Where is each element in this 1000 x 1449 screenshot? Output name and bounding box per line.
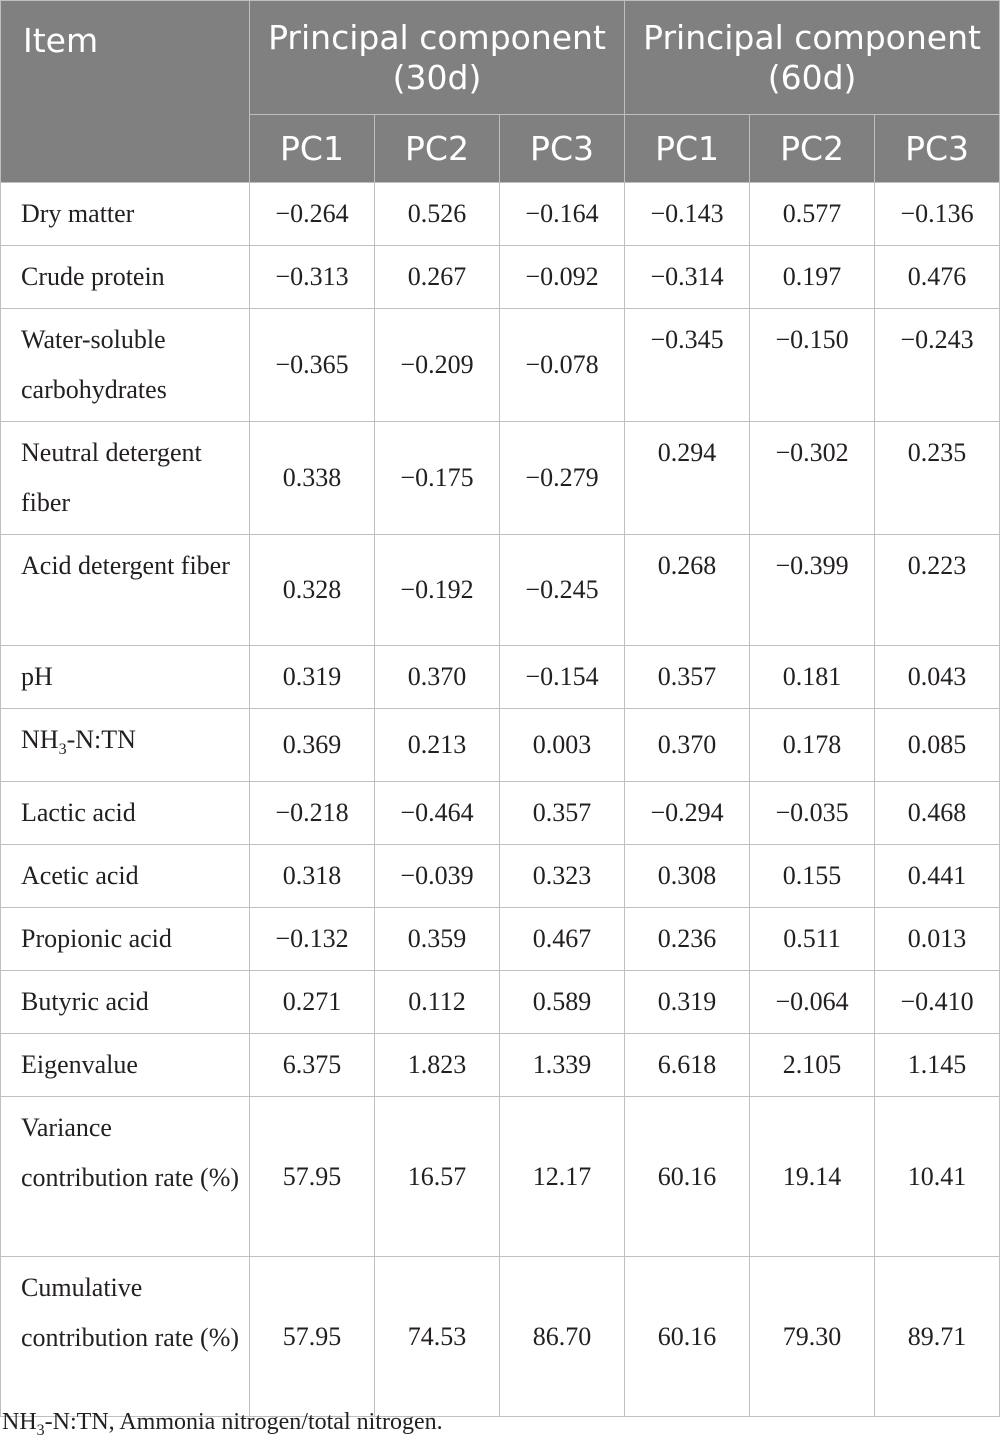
row-label: Cumulative contribution rate (%) xyxy=(1,1257,250,1417)
pc-header-60d-pc2: PC2 xyxy=(750,115,875,183)
value-cell: 6.375 xyxy=(250,1034,375,1097)
value-cell: 1.339 xyxy=(500,1034,625,1097)
value-cell: 0.370 xyxy=(375,646,500,709)
table-row xyxy=(1,845,1000,908)
table-row xyxy=(1,422,1000,535)
table-row xyxy=(1,1097,1000,1257)
value-cell: 0.328 xyxy=(250,535,375,646)
row-label: Variance contribution rate (%) xyxy=(1,1097,250,1257)
value-cell: −0.218 xyxy=(250,782,375,845)
pc-header-30d-pc3: PC3 xyxy=(500,115,625,183)
pc-header-60d-pc3: PC3 xyxy=(875,115,1000,183)
value-cell: −0.150 xyxy=(750,309,875,422)
row-label: pH xyxy=(1,646,250,709)
value-cell: −0.245 xyxy=(500,535,625,646)
value-cell: 0.294 xyxy=(625,422,750,535)
value-cell: 0.267 xyxy=(375,246,500,309)
value-cell: 6.618 xyxy=(625,1034,750,1097)
row-label: Lactic acid xyxy=(1,782,250,845)
value-cell: −0.410 xyxy=(875,971,1000,1034)
value-cell: −0.064 xyxy=(750,971,875,1034)
row-label: Butyric acid xyxy=(1,971,250,1034)
table-body xyxy=(1,183,1000,1417)
value-cell: 0.370 xyxy=(625,709,750,782)
value-cell: 57.95 xyxy=(250,1097,375,1257)
row-label-prefix: NH xyxy=(21,725,59,754)
value-cell: 0.589 xyxy=(500,971,625,1034)
table-footnote xyxy=(2,1409,443,1440)
value-cell: 0.338 xyxy=(250,422,375,535)
value-cell: 0.181 xyxy=(750,646,875,709)
value-cell: −0.132 xyxy=(250,908,375,971)
value-cell: 19.14 xyxy=(750,1097,875,1257)
value-cell: −0.092 xyxy=(500,246,625,309)
value-cell: −0.192 xyxy=(375,535,500,646)
value-cell: 0.223 xyxy=(875,535,1000,646)
group-header-60d: Principal component (60d) xyxy=(625,1,1000,115)
table-row xyxy=(1,709,1000,782)
row-label xyxy=(1,709,250,782)
value-cell: 0.085 xyxy=(875,709,1000,782)
row-label-subscript: 3 xyxy=(58,741,67,759)
item-column-header: Item xyxy=(1,1,250,183)
value-cell: 0.235 xyxy=(875,422,1000,535)
value-cell: 1.823 xyxy=(375,1034,500,1097)
value-cell: 0.441 xyxy=(875,845,1000,908)
value-cell: 0.323 xyxy=(500,845,625,908)
table-row xyxy=(1,782,1000,845)
table-row xyxy=(1,246,1000,309)
value-cell: 10.41 xyxy=(875,1097,1000,1257)
value-cell: −0.365 xyxy=(250,309,375,422)
value-cell: 0.178 xyxy=(750,709,875,782)
value-cell: 0.476 xyxy=(875,246,1000,309)
value-cell: 0.319 xyxy=(250,646,375,709)
table-row xyxy=(1,971,1000,1034)
value-cell: −0.264 xyxy=(250,183,375,246)
value-cell: 12.17 xyxy=(500,1097,625,1257)
row-label: Water-soluble carbohydrates xyxy=(1,309,250,422)
value-cell: −0.039 xyxy=(375,845,500,908)
table-row xyxy=(1,1257,1000,1417)
value-cell: 0.043 xyxy=(875,646,1000,709)
value-cell: 0.003 xyxy=(500,709,625,782)
value-cell: 0.318 xyxy=(250,845,375,908)
table-header xyxy=(1,1,1000,183)
group-header-30d: Principal component (30d) xyxy=(250,1,625,115)
value-cell: 0.308 xyxy=(625,845,750,908)
footnote-text: -N:TN, Ammonia nitrogen/total nitrogen. xyxy=(44,1409,443,1435)
value-cell: 0.511 xyxy=(750,908,875,971)
value-cell: 0.577 xyxy=(750,183,875,246)
row-label: Crude protein xyxy=(1,246,250,309)
row-label: Neutral detergent fiber xyxy=(1,422,250,535)
table-row xyxy=(1,535,1000,646)
value-cell: 0.112 xyxy=(375,971,500,1034)
value-cell: −0.345 xyxy=(625,309,750,422)
value-cell: 86.70 xyxy=(500,1257,625,1417)
value-cell: −0.314 xyxy=(625,246,750,309)
value-cell: 0.268 xyxy=(625,535,750,646)
footnote-subscript: 3 xyxy=(36,1421,45,1439)
value-cell: 0.369 xyxy=(250,709,375,782)
value-cell: 0.213 xyxy=(375,709,500,782)
value-cell: −0.464 xyxy=(375,782,500,845)
pc-header-30d-pc1: PC1 xyxy=(250,115,375,183)
table-row xyxy=(1,183,1000,246)
value-cell: −0.294 xyxy=(625,782,750,845)
value-cell: −0.143 xyxy=(625,183,750,246)
value-cell: 89.71 xyxy=(875,1257,1000,1417)
pc-header-30d-pc2: PC2 xyxy=(375,115,500,183)
value-cell: −0.313 xyxy=(250,246,375,309)
row-label: Eigenvalue xyxy=(1,1034,250,1097)
value-cell: 0.236 xyxy=(625,908,750,971)
value-cell: 0.197 xyxy=(750,246,875,309)
value-cell: 0.526 xyxy=(375,183,500,246)
value-cell: 0.319 xyxy=(625,971,750,1034)
footnote-prefix: NH xyxy=(2,1409,37,1435)
pc-header-60d-pc1: PC1 xyxy=(625,115,750,183)
value-cell: 0.467 xyxy=(500,908,625,971)
value-cell: 0.468 xyxy=(875,782,1000,845)
value-cell: 0.359 xyxy=(375,908,500,971)
value-cell: 0.013 xyxy=(875,908,1000,971)
row-label: Acetic acid xyxy=(1,845,250,908)
value-cell: 16.57 xyxy=(375,1097,500,1257)
value-cell: −0.035 xyxy=(750,782,875,845)
value-cell: −0.399 xyxy=(750,535,875,646)
value-cell: 74.53 xyxy=(375,1257,500,1417)
value-cell: 60.16 xyxy=(625,1257,750,1417)
table-row xyxy=(1,1034,1000,1097)
table-row xyxy=(1,646,1000,709)
value-cell: 0.155 xyxy=(750,845,875,908)
value-cell: 60.16 xyxy=(625,1097,750,1257)
value-cell: 0.271 xyxy=(250,971,375,1034)
table-row xyxy=(1,908,1000,971)
row-label: Acid detergent fiber xyxy=(1,535,250,646)
value-cell: 1.145 xyxy=(875,1034,1000,1097)
row-label: Propionic acid xyxy=(1,908,250,971)
row-label-suffix: -N:TN xyxy=(66,725,136,754)
value-cell: −0.164 xyxy=(500,183,625,246)
value-cell: 57.95 xyxy=(250,1257,375,1417)
value-cell: 2.105 xyxy=(750,1034,875,1097)
value-cell: −0.209 xyxy=(375,309,500,422)
value-cell: −0.078 xyxy=(500,309,625,422)
value-cell: −0.279 xyxy=(500,422,625,535)
value-cell: −0.136 xyxy=(875,183,1000,246)
value-cell: −0.302 xyxy=(750,422,875,535)
value-cell: 79.30 xyxy=(750,1257,875,1417)
value-cell: −0.175 xyxy=(375,422,500,535)
value-cell: −0.154 xyxy=(500,646,625,709)
row-label: Dry matter xyxy=(1,183,250,246)
value-cell: −0.243 xyxy=(875,309,1000,422)
value-cell: 0.357 xyxy=(625,646,750,709)
value-cell: 0.357 xyxy=(500,782,625,845)
table-row xyxy=(1,309,1000,422)
